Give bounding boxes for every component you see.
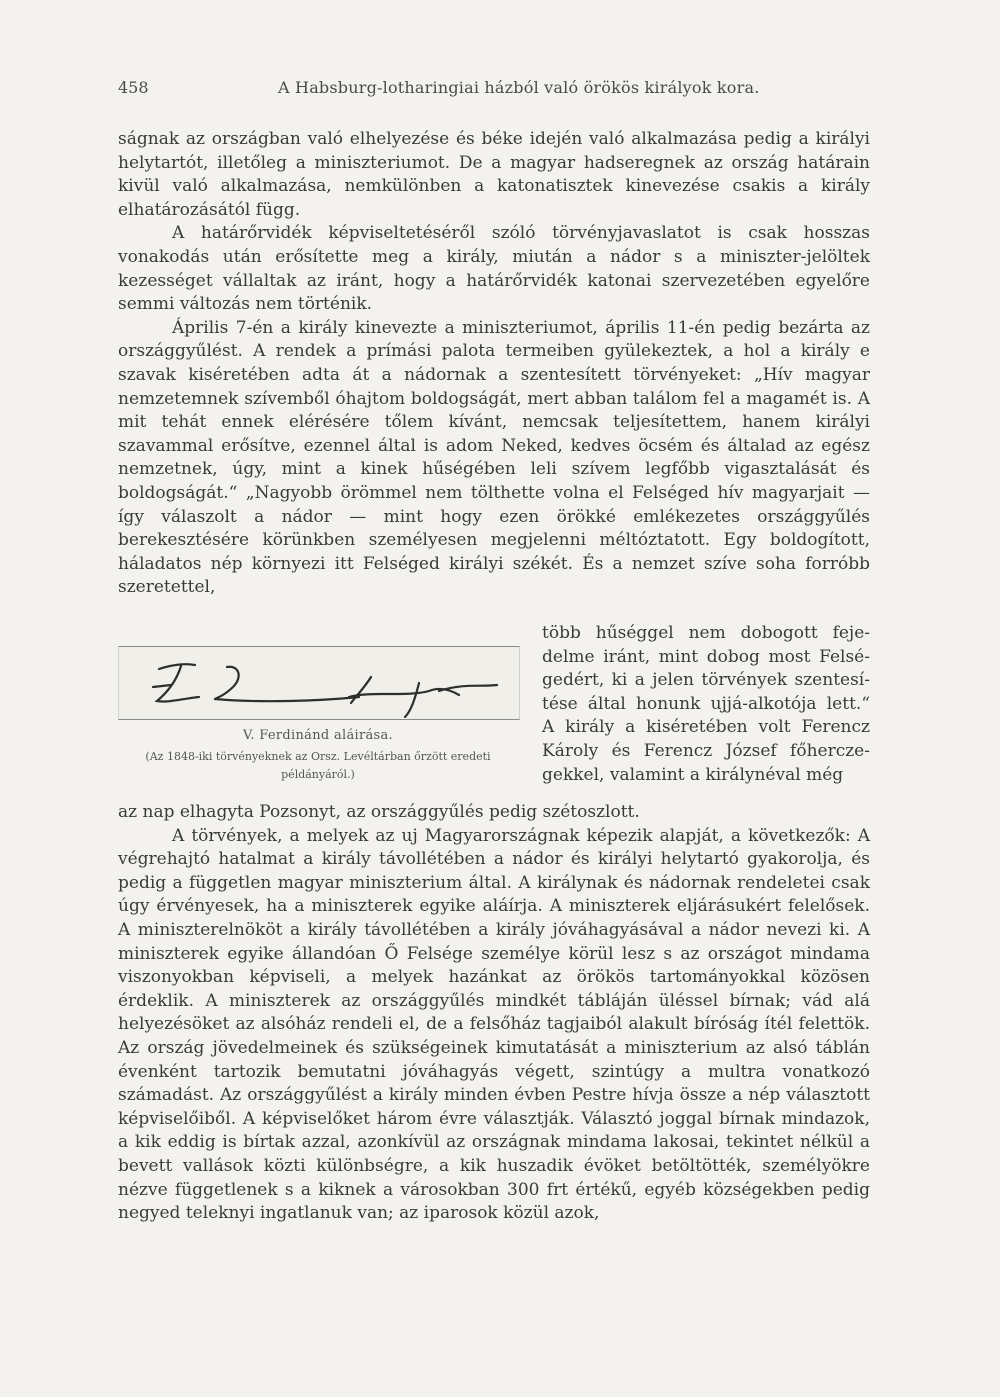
side-line: gedért, ki a jelen törvények szentesí- — [542, 670, 870, 691]
side-line: delme iránt, mint dobog most Felsé- — [542, 646, 870, 667]
figure-caption: V. Ferdinánd aláirása. — [243, 728, 393, 743]
side-line: gekkel, valamint a királynéval még — [542, 764, 844, 785]
signature-figure — [118, 622, 870, 802]
side-line: Károly és Ferencz József főhercze- — [542, 740, 870, 761]
side-line: több hűséggel nem dobogott feje- — [542, 623, 870, 643]
signature-image — [118, 646, 520, 720]
figure-source-line: (Az 1848-iki törvényeknek az Orsz. Levéltárban őrzött eredeti — [145, 750, 491, 763]
running-head: A Habsburg-lotharingiai házból való örökös királyok kora. — [278, 78, 760, 97]
signature-drawing — [119, 647, 519, 719]
paragraph: A határőrvidék képviseltetéséről szóló törvényjavaslatot is csak hosszas vonakodás után erősítette meg a király, miután a nádor s a miniszter-jelöltek kezességet vállaltak az iránt, hogy a határőrvidék katonai szervezetében egyelőre semmi változás nem történik. — [118, 223, 870, 315]
side-line: tése által honunk ujjá-alkotója lett.“ — [542, 693, 870, 714]
paragraph: ságnak az országban való elhelyezése és béke idején való alkalmazása pedig a királyi helytartót, illetőleg a miniszteriumot. De a magyar hadseregnek az ország határain kivül való alkalmazása, nemkülönben a katonatisztek kinevezése csakis a király elhatározásától függ. — [118, 129, 870, 220]
paragraph: Április 7-én a király kinevezte a miniszteriumot, április 11-én pedig bezárta az országgyűlést. A rendek a prímási palota termeiben gyülekeztek, a hol a király e szavak kiséretében adta át a nádornak a szentesített törvényeket: „Hív magyar nemzetemnek szívemből óhajtom boldogságát, mert abban találom fel a magamét is. A mit tehát ennek elérésére tőlem kívánt, nemcsak teljesítettem, hanem királyi szavammal erősítve, ezennel által is adom Neked, kedves öcsém és általad az egész nemzetnek, úgy, mint a kinek hűségében leli szívem legfőbb vigasztalását és boldogságát.“ „Nagyobb örömmel nem tölthette volna el Felséged hív magyarjait — így válaszolt a nádor — mint hogy ezen örökké emlékezetes országgyűlés berekesztésére körünkben személyesen megjelenni méltóztatott. Egy boldogított, háladatos nép környezi itt Felséged királyi székét. És a nemzet szíve soha forróbb szeretettel, — [118, 317, 870, 598]
side-text — [542, 622, 870, 787]
body-text-bottom — [118, 801, 870, 1226]
page-number: 458 — [118, 78, 149, 97]
side-line: A király a kiséretében volt Ferencz — [542, 717, 870, 738]
figure-source — [118, 748, 518, 784]
paragraph: az nap elhagyta Pozsonyt, az országgyűlés pedig szétoszlott. — [118, 802, 640, 822]
paragraph: A törvények, a melyek az uj Magyarországnak képezik alapját, a következők: A végrehajtó hatalmat a király távollétében a nádor és királyi helytartó gyakorolja, és pedig a független magyar miniszterium által. A királynak és nádornak rendeletei csak úgy érvényesek, ha a miniszterek egyike aláírja. A miniszterek eljárásukért felelősek. A miniszterelnököt a király távollétében a király jóváhagyásával a nádor nevezi ki. A miniszterek egyike állandóan Ő Felsége személye körül lesz s az országot mindama viszonyokban képviseli, a melyek hazánkat az örökös tartományokkal közösen érdeklik. A miniszterek az országgyűlés mindkét tábláján üléssel bírnak; vád alá helyezésöket az alsóház rendeli el, de a felsőház tagjaiból alakult bíróság ítél felettök. Az ország jövedelmeinek és szükségeinek kimutatását a miniszterium az alsó táblán évenként tartozik bemutatni jóváhagyás végett, szintúgy a multra vonatkozó számadást. Az országgyűlést a király minden évben Pestre hívja össze a nép választott képviselőiből. A képviselőket három évre választják. Választó joggal bírnak mindazok, a kik eddig is bírtak azzal, azonkívül az országnak mindama lakosai, tekintet nélkül a bevett vallások közti különbségre, a kik huszadik évöket betöltötték, személyökre nézve függetlenek s a kiknek a városokban 300 frt értékű, egyéb községekben pedig negyed teleknyi ingatlanuk van; az iparosok közül azok, — [118, 825, 870, 1224]
figure-source-line: példányáról.) — [281, 768, 355, 781]
body-text-top — [118, 128, 870, 600]
